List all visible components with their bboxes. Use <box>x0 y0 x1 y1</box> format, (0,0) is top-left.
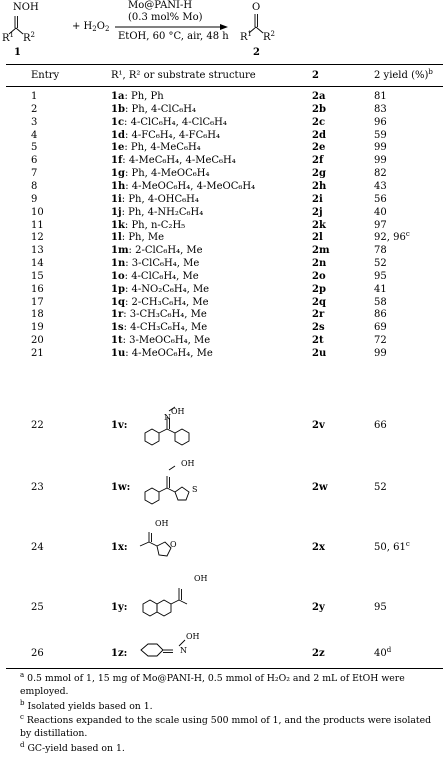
yield-cell: 72 <box>374 335 387 347</box>
substrate-id: 1r <box>111 309 124 321</box>
substrate-id: 1l <box>111 232 122 244</box>
substrate-id: 1c <box>111 116 125 128</box>
entry-cell: 25 <box>31 602 44 613</box>
substrate-cell <box>111 335 210 347</box>
substrate-cell <box>111 142 201 154</box>
substrate-id: 1n <box>111 258 126 270</box>
reactant-noh-label: NOH <box>13 2 39 13</box>
substrate-id: 1i <box>111 193 122 205</box>
table-row-26 <box>0 630 448 668</box>
footnote-c: $^c$ Reactions expanded to the scale using 500 mmol of 1, and the products were isolated by distillation. <box>20 713 432 739</box>
entry-cell: 2 <box>31 103 38 115</box>
table-row-23 <box>0 459 448 518</box>
substrate-cell <box>111 232 164 244</box>
substrate-desc: : 4-ClC₆H₄, 4-ClC₆H₄ <box>124 116 227 128</box>
table-row <box>0 245 448 258</box>
table-row <box>0 232 448 245</box>
reactant-number: 1 <box>14 47 21 58</box>
substrate-id: 1s <box>111 322 124 334</box>
substrate-desc: : Ph, 4-MeOC₆H₄ <box>124 168 210 180</box>
substrate-desc: : 3-ClC₆H₄, Me <box>125 258 200 270</box>
yield-cell: 86 <box>374 309 387 321</box>
substrate-id: 1p <box>111 283 125 295</box>
substrate-label: 1v: <box>111 420 128 431</box>
table-top-rule <box>6 64 443 65</box>
substrate-id: 1g <box>111 168 125 180</box>
table-row <box>0 194 448 207</box>
table-row <box>0 335 448 348</box>
yield-cell: 69 <box>374 322 387 334</box>
entry-cell: 1 <box>31 91 38 102</box>
product-cell: 2w <box>312 482 328 493</box>
oxime-oh-label: OH <box>171 407 185 416</box>
substrate-desc: : Ph, n-C₂H₅ <box>124 219 186 231</box>
substrate-id: 1k <box>111 219 125 231</box>
catalyst-loading: (0.3 mol% Mo) <box>128 12 203 23</box>
yield-cell: 83 <box>374 103 387 115</box>
footnote-d: $^d$ GC-yield based on 1. <box>20 741 125 754</box>
substrate-desc: : 4-MeOC₆H₄, Me <box>125 348 213 359</box>
substrate-desc: : 3-CH₃C₆H₄, Me <box>123 309 207 321</box>
substrate-structure-1y <box>135 576 235 626</box>
furan-o-label: O <box>170 540 177 549</box>
header-yield: 2 yield (%)$^b$ <box>374 68 433 81</box>
yield-cell: 78 <box>374 245 387 257</box>
header-product: 2 <box>312 70 319 81</box>
entry-cell: 24 <box>31 542 44 553</box>
substrate-desc: : 4-MeOC₆H₄, 4-MeOC₆H₄ <box>125 180 256 192</box>
entry-cell: 3 <box>31 116 38 128</box>
product-cell: 2e <box>312 142 326 154</box>
yield-cell: 40 <box>374 206 387 218</box>
product-cell: 2h <box>312 180 327 192</box>
thiophene-s-label: S <box>192 485 198 494</box>
table-row <box>0 104 448 117</box>
entry-cell: 4 <box>31 129 38 141</box>
yield-cell: 56 <box>374 193 387 205</box>
table-row <box>0 322 448 335</box>
oxime-n-label: N <box>164 413 171 422</box>
yield-cell: 59 <box>374 129 387 141</box>
substrate-id: 1o <box>111 270 125 282</box>
yield-cell: 52 <box>374 482 387 493</box>
substrate-cell <box>111 117 227 129</box>
substrate-cell <box>111 104 196 116</box>
substrate-cell <box>111 168 210 180</box>
substrate-desc: : Ph, Me <box>121 232 164 244</box>
substrate-cell <box>111 322 207 334</box>
product-cell: 2d <box>312 129 326 141</box>
substrate-id: 1f <box>111 155 123 167</box>
oxime-n-label: N <box>180 646 187 655</box>
yield-cell: 40$^d$ <box>374 646 392 659</box>
product-cell: 2n <box>312 258 327 270</box>
substrate-cell <box>111 297 209 309</box>
entry-cell: 13 <box>31 245 44 257</box>
substrate-desc: : 4-NO₂C₆H₄, Me <box>124 283 210 295</box>
yield-cell: 66 <box>374 420 387 431</box>
product-cell: 2b <box>312 103 326 115</box>
substrate-label: 1z: <box>111 648 128 659</box>
substrate-cell <box>111 130 220 142</box>
table-row <box>0 284 448 297</box>
yield-cell: 82 <box>374 168 387 180</box>
entry-cell: 14 <box>31 258 44 270</box>
table-row <box>0 181 448 194</box>
substrate-cell <box>111 207 203 219</box>
oxime-oh-label: OH <box>181 459 195 468</box>
yield-cell: 97 <box>374 219 387 231</box>
substrate-desc: : Ph, Ph <box>124 91 164 102</box>
entry-cell: 11 <box>31 219 44 231</box>
substrate-cell <box>111 181 255 193</box>
entry-cell: 8 <box>31 180 38 192</box>
table-bottom-rule <box>6 668 443 669</box>
yield-cell: 99 <box>374 155 387 167</box>
reagent-h2o2: + $H_2O_2$ <box>72 21 110 33</box>
substrate-desc: : 4-MeC₆H₄, 4-MeC₆H₄ <box>122 155 236 167</box>
yield-cell: 50, 61$^c$ <box>374 540 410 553</box>
oxime-oh-label: OH <box>155 519 169 528</box>
table-header-rule <box>6 86 443 87</box>
substrate-desc: : Ph, 4-OHC₆H₄ <box>121 193 199 205</box>
product-cell: 2r <box>312 309 325 321</box>
substrate-desc: : 4-ClC₆H₄, Me <box>124 270 199 282</box>
product-r2: $R^2$ <box>263 30 275 43</box>
yield-cell: 52 <box>374 258 387 270</box>
substrate-cell <box>111 220 185 232</box>
substrate-id: 1u <box>111 348 126 359</box>
table-row <box>0 220 448 233</box>
yield-cell: 99 <box>374 348 387 359</box>
substrate-desc: : 4-FC₆H₄, 4-FC₆H₄ <box>124 129 220 141</box>
header-entry: Entry <box>31 70 60 81</box>
substrate-desc: : Ph, 4-NH₂C₆H₄ <box>121 206 204 218</box>
product-cell: 2m <box>312 245 330 257</box>
substrate-id: 1m <box>111 245 129 257</box>
product-cell: 2k <box>312 219 326 231</box>
table-row <box>0 258 448 271</box>
substrate-cell <box>111 194 199 206</box>
yield-cell: 99 <box>374 142 387 154</box>
substrate-id: 1t <box>111 335 123 347</box>
product-cell: 2p <box>312 283 326 295</box>
substrate-cell <box>111 258 199 270</box>
table-row <box>0 91 448 104</box>
entry-cell: 23 <box>31 482 44 493</box>
oxime-oh-label: OH <box>186 632 200 641</box>
entry-cell: 22 <box>31 420 44 431</box>
entry-cell: 12 <box>31 232 44 244</box>
product-cell: 2x <box>312 542 325 553</box>
substrate-id: 1j <box>111 206 122 218</box>
yield-cell: 92, 96$^c$ <box>374 230 410 244</box>
entry-cell: 19 <box>31 322 44 334</box>
yield-cell: 95 <box>374 270 387 282</box>
substrate-structure-1w <box>135 462 225 512</box>
product-cell: 2g <box>312 168 326 180</box>
substrate-id: 1a <box>111 91 125 102</box>
table-row <box>0 117 448 130</box>
table-row <box>0 271 448 284</box>
substrate-desc: : 2-CH₃C₆H₄, Me <box>124 296 209 308</box>
substrate-structure-1x <box>135 522 195 572</box>
table-row <box>0 297 448 310</box>
substrate-id: 1h <box>111 180 126 192</box>
table-row <box>0 142 448 155</box>
reactant-r1: $R^1$ <box>2 31 14 44</box>
entry-cell: 17 <box>31 296 44 308</box>
product-number: 2 <box>253 47 260 58</box>
table-row-22 <box>0 407 448 461</box>
product-cell: 2v <box>312 420 325 431</box>
substrate-id: 1d <box>111 129 125 141</box>
product-cell: 2q <box>312 296 326 308</box>
entry-cell: 26 <box>31 648 44 659</box>
entry-cell: 16 <box>31 283 44 295</box>
substrate-label: 1y: <box>111 602 128 613</box>
product-r1: $R^1$ <box>240 30 252 43</box>
product-cell: 2t <box>312 335 324 347</box>
entry-cell: 15 <box>31 270 44 282</box>
header-substrate: R¹, R² or substrate structure <box>111 70 256 81</box>
product-cell: 2y <box>312 602 325 613</box>
product-o-label: O <box>252 2 261 13</box>
entry-cell: 6 <box>31 155 38 167</box>
product-cell: 2f <box>312 155 324 167</box>
substrate-cell <box>111 309 207 321</box>
reactant-r2: $R^2$ <box>23 31 35 44</box>
oxime-oh-label: OH <box>194 574 208 583</box>
entry-cell: 21 <box>31 348 44 359</box>
product-cell: 2i <box>312 193 323 205</box>
reaction-conditions: EtOH, 60 °C, air, 48 h <box>118 31 229 42</box>
substrate-id: 1b <box>111 103 125 115</box>
product-cell: 2c <box>312 116 326 128</box>
substrate-cell <box>111 348 213 360</box>
footnote-b: $^b$ Isolated yields based on 1. <box>20 699 153 712</box>
entry-cell: 5 <box>31 142 38 154</box>
table-row <box>0 155 448 168</box>
substrate-id: 1q <box>111 296 125 308</box>
table-row-25 <box>0 576 448 628</box>
substrate-label: 1w: <box>111 482 131 493</box>
yield-cell: 41 <box>374 283 387 295</box>
substrate-cell <box>111 284 209 296</box>
yield-cell: 96 <box>374 116 387 128</box>
product-cell: 2u <box>312 348 327 359</box>
substrate-id: 1e <box>111 142 125 154</box>
yield-cell: 58 <box>374 296 387 308</box>
product-cell: 2a <box>312 91 326 102</box>
entry-cell: 20 <box>31 335 44 347</box>
substrate-desc: : Ph, 4-ClC₆H₄ <box>124 103 197 115</box>
entry-cell: 10 <box>31 206 44 218</box>
substrate-desc: : Ph, 4-MeC₆H₄ <box>124 142 201 154</box>
substrate-cell <box>111 271 199 283</box>
substrate-desc: : 2-ClC₆H₄, Me <box>128 245 203 257</box>
catalyst-name: Mo@PANI-H <box>128 0 193 11</box>
footnote-a: $^a$ 0.5 mmol of 1, 15 mg of Mo@PANI-H, 0.5 mmol of H₂O₂ and 2 mL of EtOH were employed. <box>20 671 405 697</box>
substrate-desc: : 4-CH₃C₆H₄, Me <box>123 322 208 334</box>
entry-cell: 7 <box>31 168 38 180</box>
substrate-cell <box>111 91 164 103</box>
substrate-cell <box>111 155 236 167</box>
entry-cell: 18 <box>31 309 44 321</box>
table-row <box>0 207 448 220</box>
reaction-scheme <box>0 0 448 62</box>
table-row <box>0 348 448 361</box>
table-row-24 <box>0 519 448 574</box>
product-cell: 2j <box>312 206 323 218</box>
substrate-cell <box>111 245 203 257</box>
substrate-desc: : 3-MeOC₆H₄, Me <box>122 335 211 347</box>
yield-cell: 43 <box>374 180 387 192</box>
product-cell: 2o <box>312 270 326 282</box>
yield-cell: 95 <box>374 602 387 613</box>
product-cell: 2l <box>312 232 323 244</box>
yield-cell: 81 <box>374 91 387 102</box>
table-row <box>0 168 448 181</box>
table-row <box>0 309 448 322</box>
substrate-label: 1x: <box>111 542 128 553</box>
table-row <box>0 130 448 143</box>
product-cell: 2z <box>312 648 325 659</box>
product-cell: 2s <box>312 322 325 334</box>
entry-cell: 9 <box>31 193 38 205</box>
